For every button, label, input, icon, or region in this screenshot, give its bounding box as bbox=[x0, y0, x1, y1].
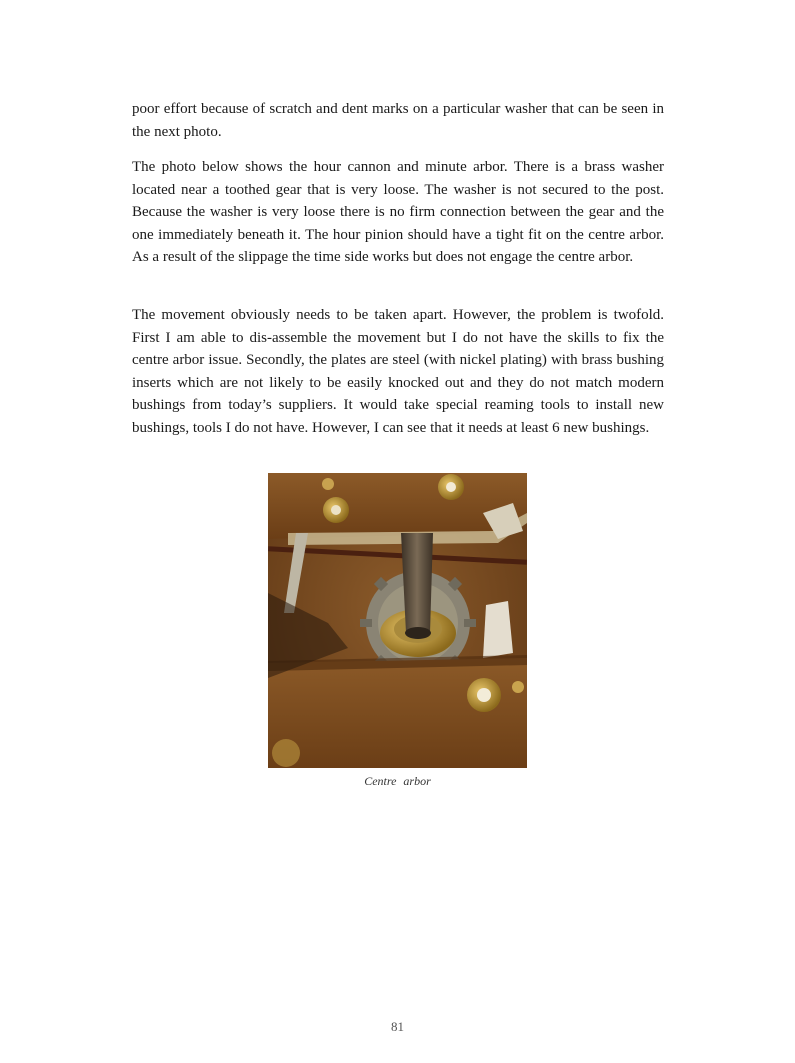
figure-caption: Centre arbor bbox=[364, 774, 431, 788]
paragraph-repair-problem: The movement obviously needs to be taken apart. However, the problem is twofold. First I am able to dis-assemble the movement but I do not have the skills to fix the centre arbor issue. Secondly, the plates are steel (with nickel plating) with brass bushing inserts which are not likely to be easily knocked out and they do not match modern bushings from today’s suppliers. It would take special reaming tools to install new bushings, tools I do not have. However, I can see that it needs at least 6 new bushings. bbox=[132, 307, 664, 436]
clock-movement-illustration bbox=[268, 473, 527, 768]
page-number: 81 bbox=[391, 1019, 404, 1034]
centre-arbor-photo bbox=[268, 473, 527, 768]
paragraph-photo-description: The photo below shows the hour cannon and minute arbor. There is a brass washer located near a toothed gear that is very loose. The washer is not secured to the post. Because the washer is very loose there is no firm connection between the gear and the one immediately beneath it. The hour pinion should have a tight fit on the centre arbor. As a result of the slippage the time side works but does not engage the centre arbor. bbox=[132, 159, 664, 265]
paragraph-intro: poor effort because of scratch and dent marks on a particular washer that can be seen in the next photo. bbox=[132, 101, 664, 140]
